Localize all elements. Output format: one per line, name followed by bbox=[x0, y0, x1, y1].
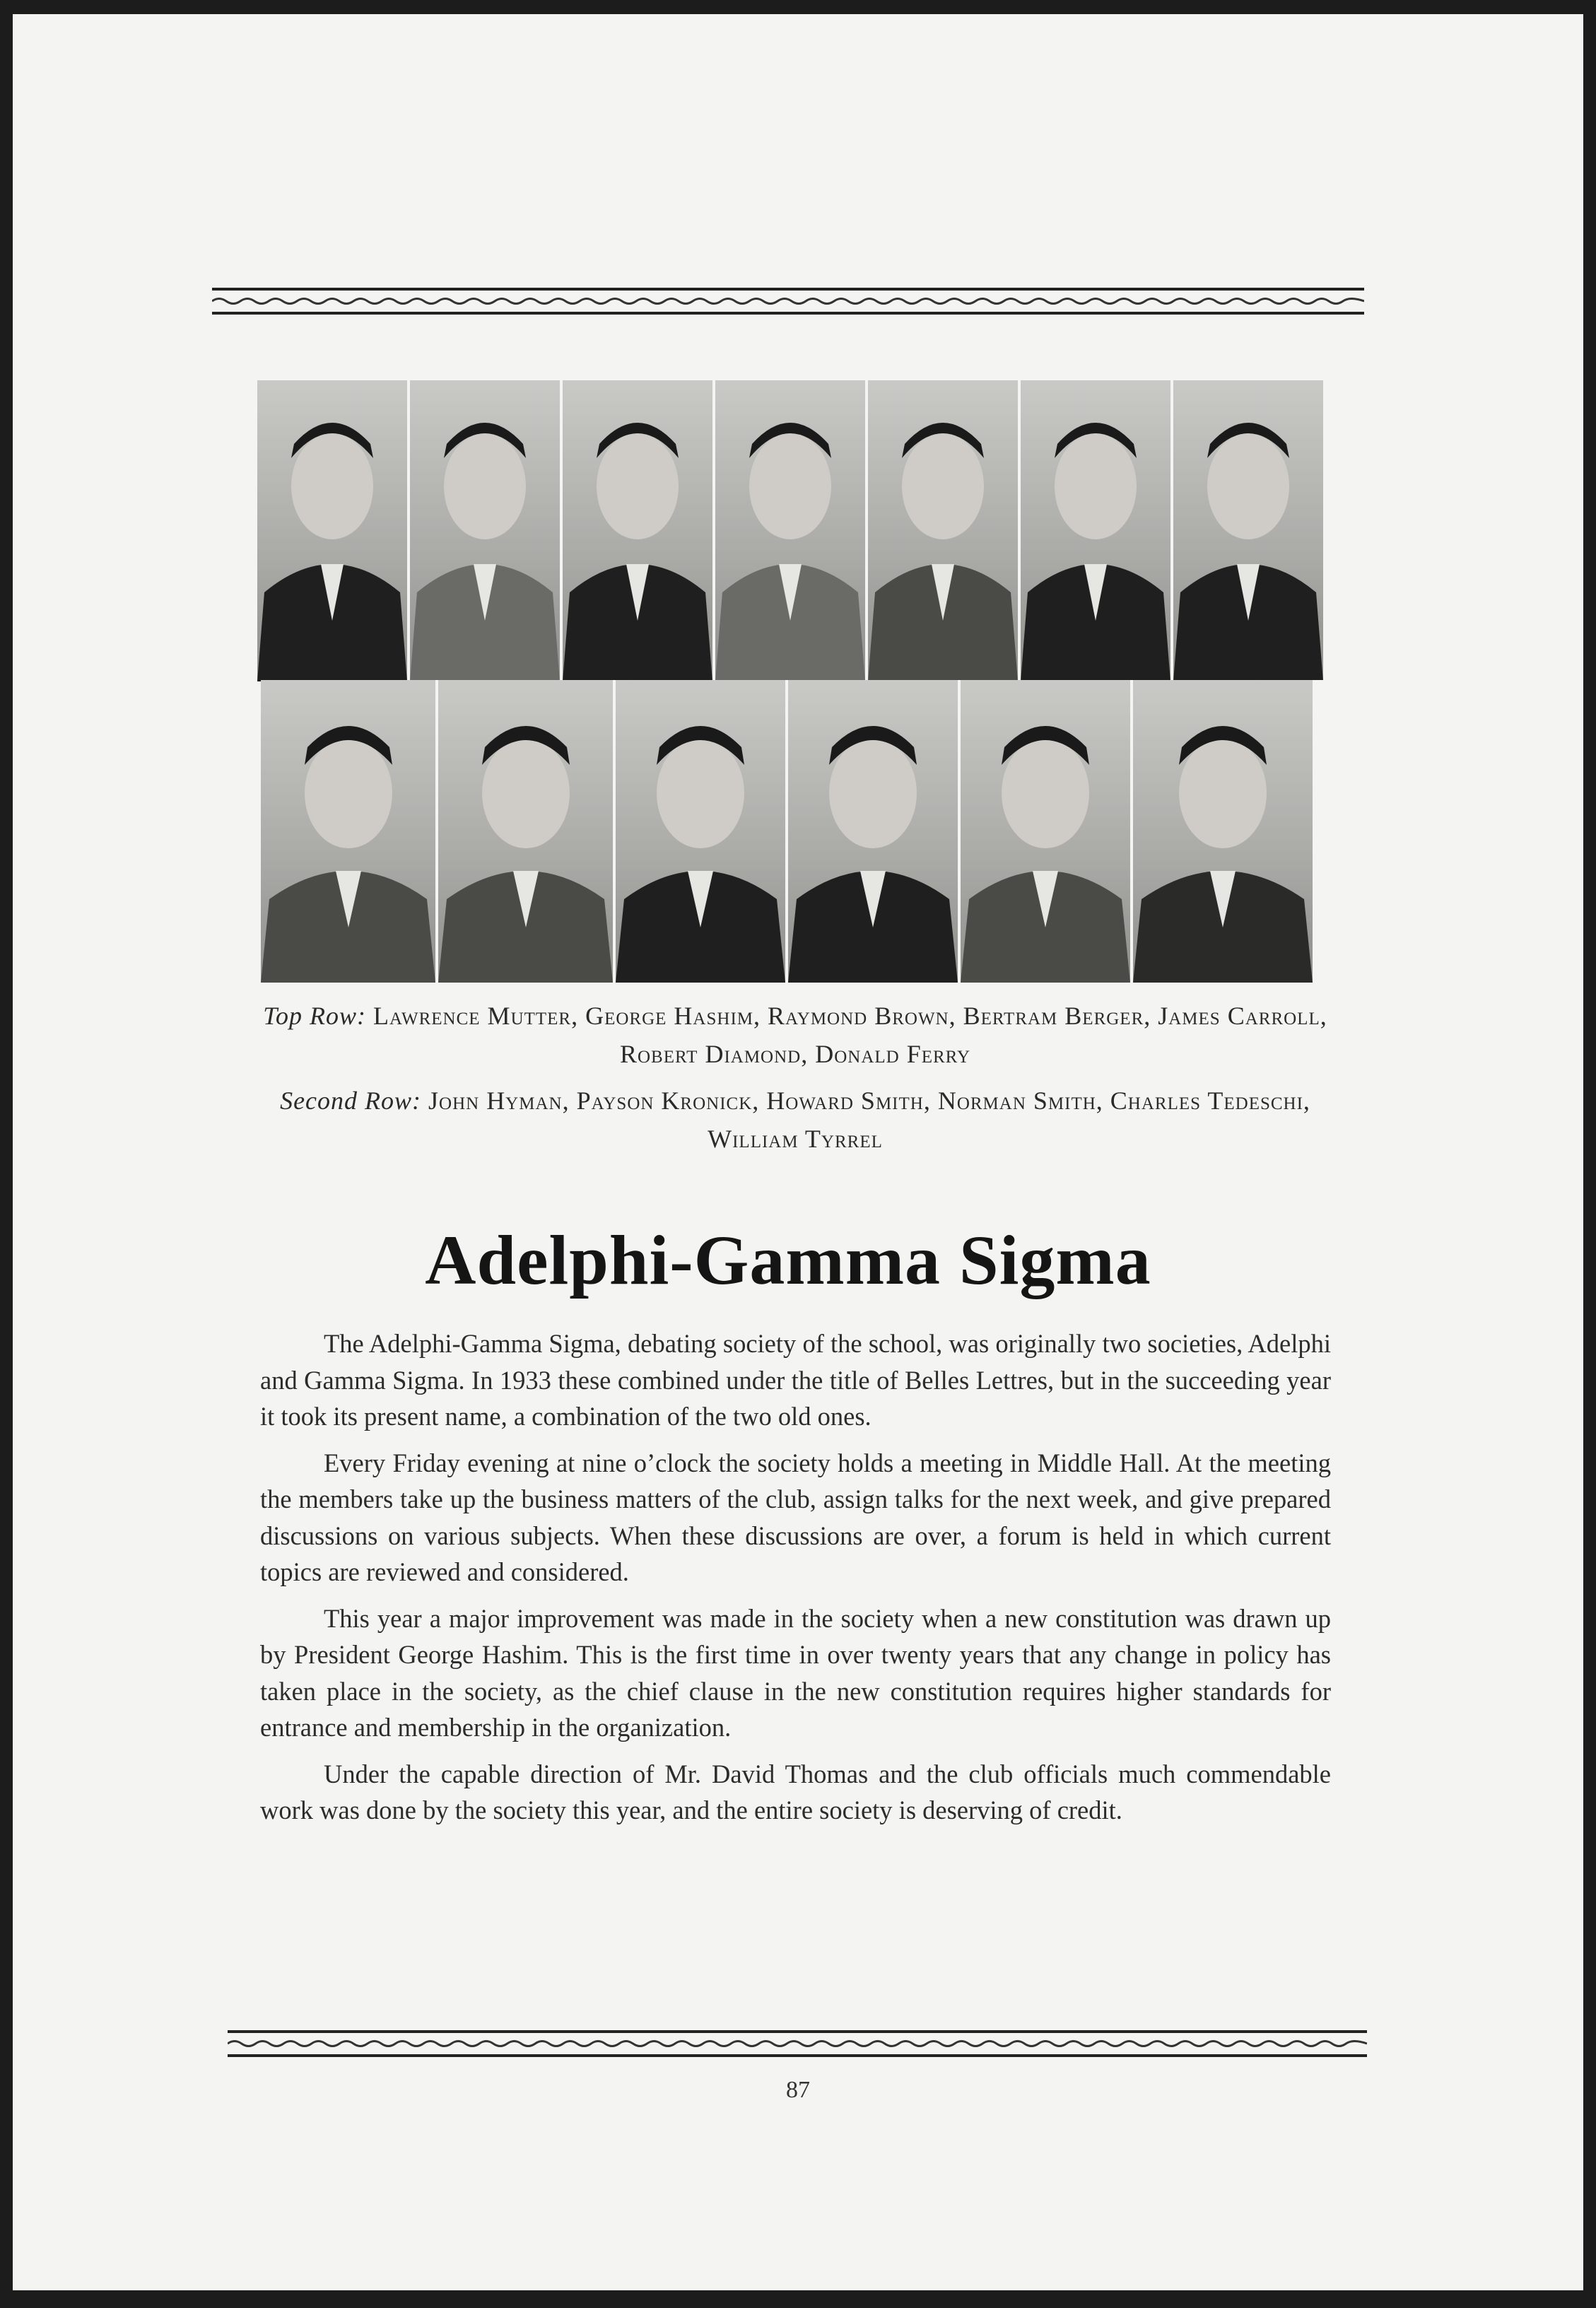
portrait-photo bbox=[261, 680, 435, 983]
caption-names: John Hyman, Payson Kronick, Howard Smith, Norman Smith, Charles Tedeschi, William Tyrrel bbox=[428, 1086, 1310, 1153]
portrait-photo bbox=[961, 680, 1130, 983]
paragraph: This year a major improvement was made in the society when a new constitution was drawn up by President George Hashim. This is the first time in over twenty years that any change in policy has taken place in the society, as the chief clause in the new constitution requires higher standards for entrance and membership in the organization. bbox=[260, 1603, 1331, 1742]
paragraph: Under the capable direction of Mr. David Thomas and the club officials much commendable work was done by the society this year, and the entire society is deserving of credit. bbox=[260, 1759, 1331, 1824]
photo-caption-top-row bbox=[254, 997, 1336, 1073]
portrait-photo bbox=[563, 380, 712, 681]
portrait-photo bbox=[257, 380, 407, 681]
portrait-photo bbox=[788, 680, 958, 983]
portrait-photo bbox=[1021, 380, 1170, 681]
photo-caption-second-row bbox=[254, 1082, 1336, 1158]
second-row-portraits bbox=[261, 680, 1327, 983]
portrait-photo bbox=[868, 380, 1018, 681]
caption-row-label: Top Row: bbox=[263, 1002, 366, 1030]
article-body bbox=[260, 1325, 1331, 1839]
page-number: 87 bbox=[786, 2077, 810, 2103]
bottom-decorative-border bbox=[228, 2029, 1367, 2058]
portrait-photo bbox=[438, 680, 613, 983]
top-row-portraits bbox=[257, 380, 1325, 681]
paragraph: The Adelphi-Gamma Sigma, debating society of the school, was originally two societies, Adelphi and Gamma Sigma. In 1933 these combined under the title of Belles Lettres, but in the succeeding year it took its present name, a combination of the two old ones. bbox=[260, 1329, 1331, 1431]
portrait-photo bbox=[1173, 380, 1323, 681]
portrait-photo bbox=[410, 380, 560, 681]
paragraph: Every Friday evening at nine o’clock the society holds a meeting in Middle Hall. At the meeting the members take up the business matters of the club, assign talks for the next week, and give prepared discussions on various subjects. When these discussions are over, a forum is held in which current topics are reviewed and considered. bbox=[260, 1448, 1331, 1586]
caption-row-label: Second Row: bbox=[280, 1086, 422, 1115]
portrait-photo bbox=[715, 380, 865, 681]
portrait-photo bbox=[616, 680, 785, 983]
top-decorative-border bbox=[212, 286, 1364, 316]
caption-names: Lawrence Mutter, George Hashim, Raymond Brown, Bertram Berger, James Carroll, Robert Diamond, Donald Ferry bbox=[372, 1002, 1327, 1068]
page-title: Adelphi-Gamma Sigma bbox=[425, 1221, 1151, 1299]
portrait-photo bbox=[1133, 680, 1313, 983]
